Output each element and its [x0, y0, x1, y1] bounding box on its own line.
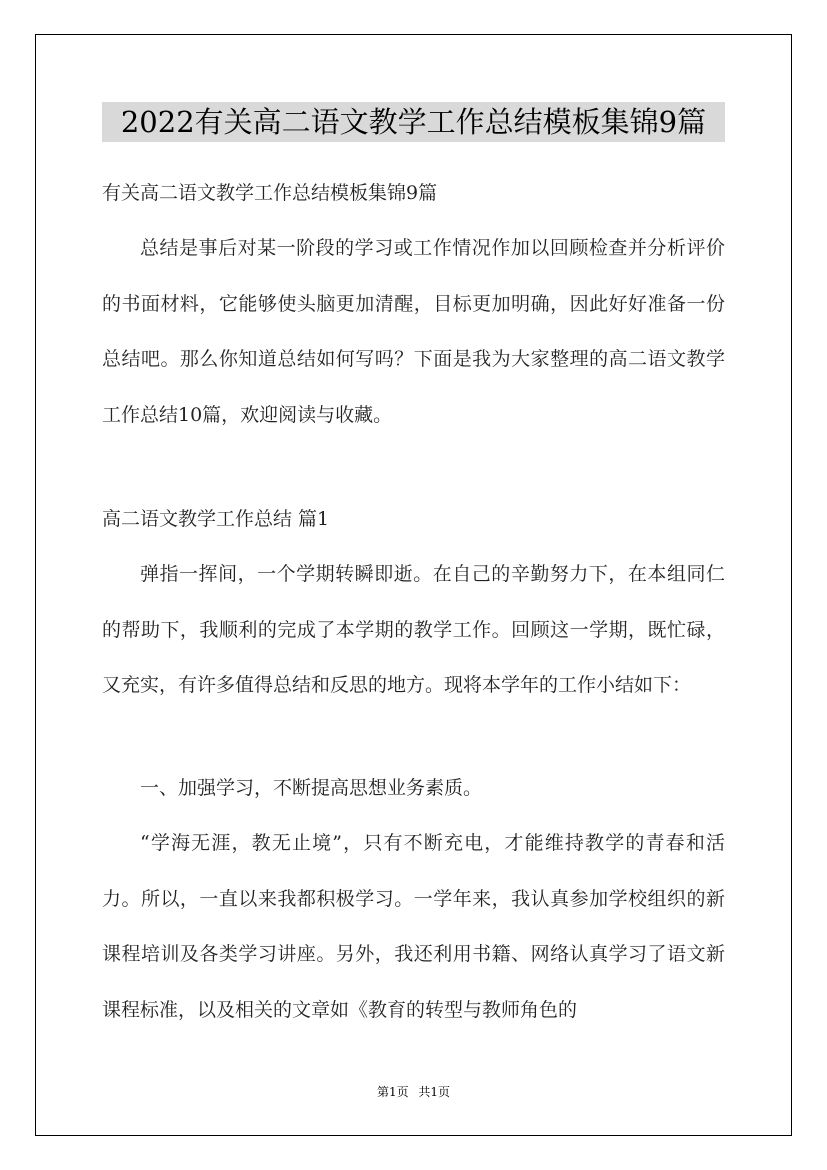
total-pages: 共1页: [418, 1085, 451, 1099]
document-title: 2022有关高二语文教学工作总结模板集锦9篇: [102, 102, 725, 142]
section-heading: 高二语文教学工作总结 篇1: [102, 508, 330, 530]
point-heading-1: 一、加强学习，不断提高思想业务素质。: [140, 777, 483, 799]
page-number: 第1页: [376, 1085, 409, 1099]
paragraph-2: “学海无涯，教无止境”，只有不断充电，才能维持教学的青春和活力。所以，一直以来我都积极学习。一学年来，我认真参加学校组织的新课程培训及各类学习讲座。另外，我还利用书籍、网络认真学习了语文新课程标准，以及相关的文章如《教育的转型与教师角色的: [102, 832, 725, 1021]
intro-paragraph: 总结是事后对某一阶段的学习或工作情况作加以回顾检查并分析评价的书面材料，它能够使头脑更加清醒，目标更加明确，因此好好准备一份总结吧。那么你知道总结如何写吗？下面是我为大家整理的高二语文教学工作总结10篇，欢迎阅读与收藏。: [102, 237, 725, 426]
page-footer: [0, 1084, 827, 1100]
document-subtitle: 有关高二语文教学工作总结模板集锦9篇: [102, 182, 438, 204]
paragraph-1: 弹指一挥间，一个学期转瞬即逝。在自己的辛勤努力下，在本组同仁的帮助下，我顺利的完成了本学期的教学工作。回顾这一学期，既忙碌，又充实，有许多值得总结和反思的地方。现将本学年的工作小结如下：: [102, 563, 725, 696]
